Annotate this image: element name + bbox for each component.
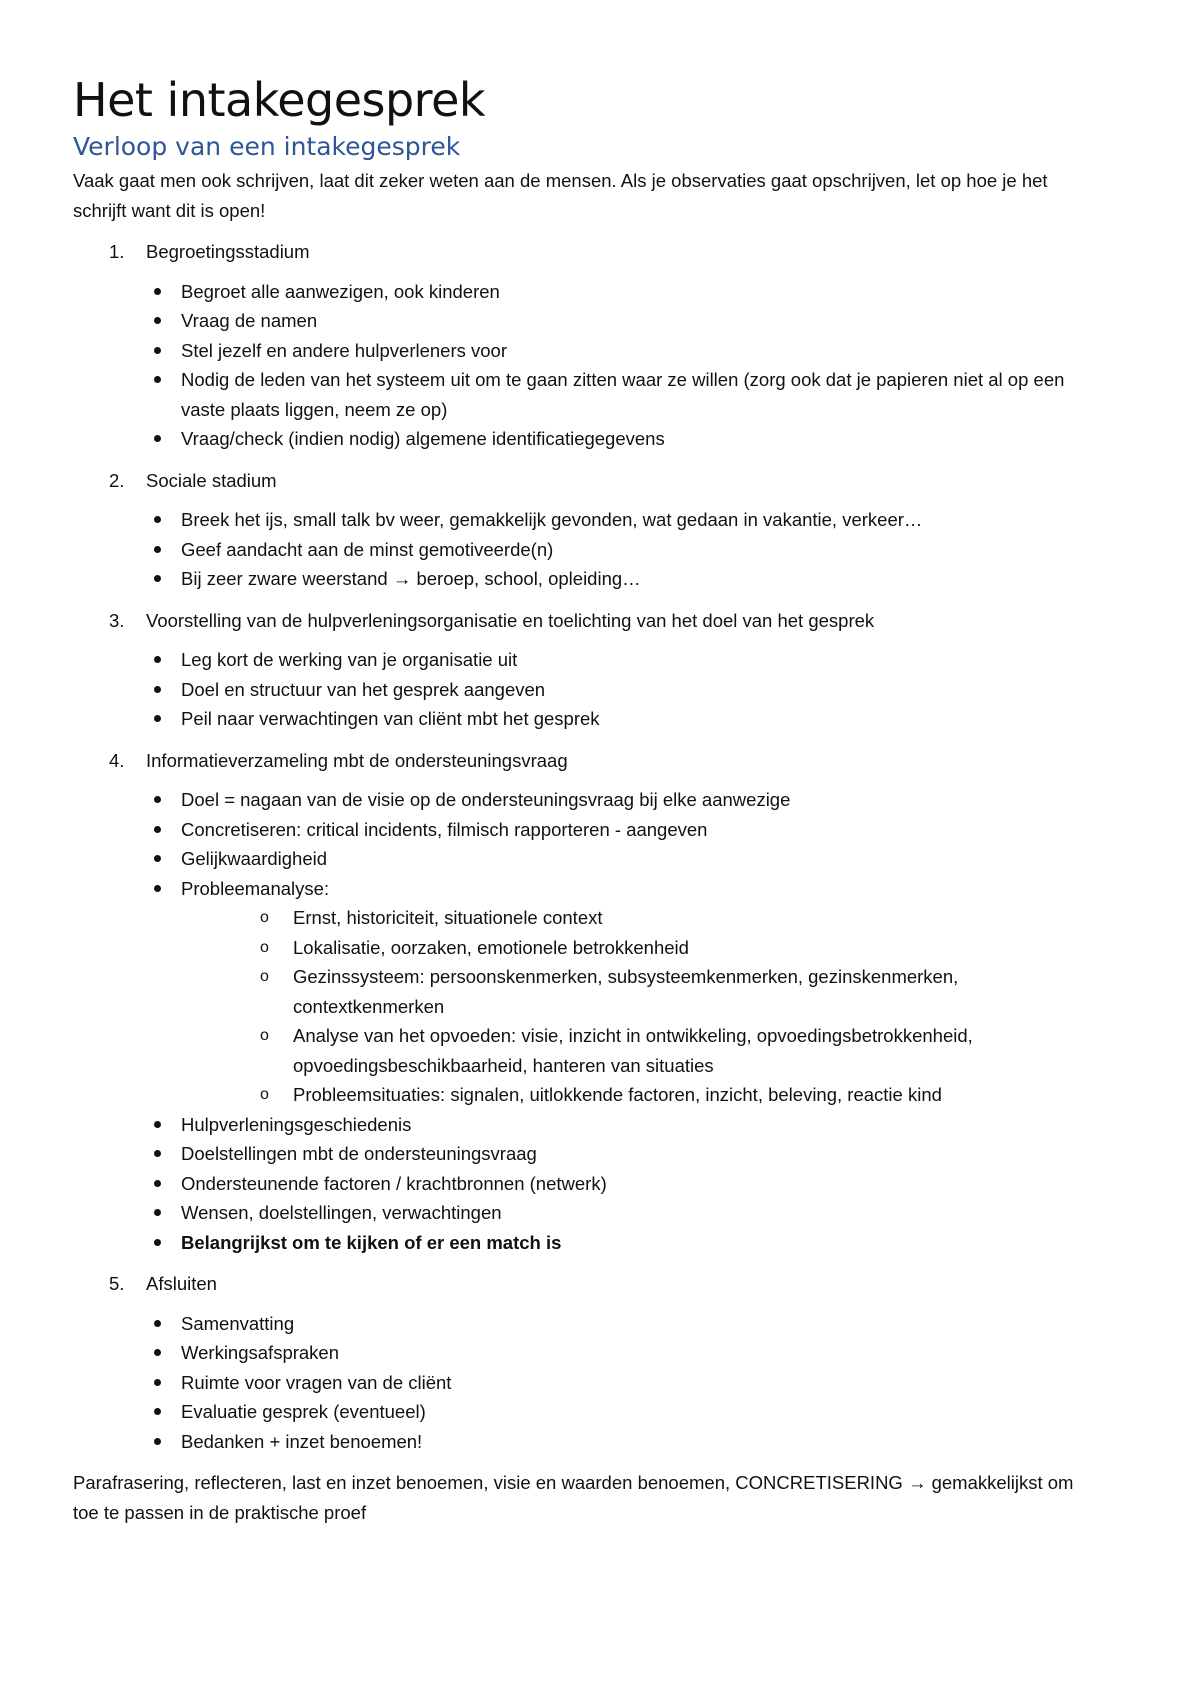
list-item-text: Ruimte voor vragen van de cliënt [181, 1371, 452, 1393]
list-item-text: Doel = nagaan van de visie op de ondersteuningsvraag bij elke aanwezige [181, 789, 791, 810]
sub-list-item-text: Ernst, historiciteit, situationele context [293, 907, 603, 928]
bullet-icon [154, 347, 161, 354]
sub-list-item [73, 962, 1090, 1021]
bullet-icon [154, 1121, 161, 1128]
list-item-text: Hulpverleningsgeschiedenis [181, 1113, 412, 1135]
step-number: 3. [109, 609, 125, 631]
bullet-icon [154, 656, 161, 663]
list-item [73, 1368, 1090, 1398]
list-item [73, 505, 1090, 535]
bullet-icon [154, 715, 161, 722]
bullet-icon [154, 1180, 161, 1187]
bullet-icon [154, 1379, 161, 1386]
bullet-icon [154, 575, 161, 582]
sub-bullet-list [73, 903, 1090, 1110]
list-item-text: Evaluatie gesprek (eventueel) [181, 1401, 426, 1422]
bullet-icon [154, 1320, 161, 1327]
list-item-text-bold: Belangrijkst om te kijken of er een match is [181, 1231, 562, 1253]
list-item [73, 564, 1090, 594]
bullet-list [73, 785, 1090, 903]
list-item [73, 424, 1090, 454]
list-item [73, 645, 1090, 675]
circle-bullet-icon: o [260, 1027, 269, 1044]
step-heading [73, 466, 1090, 496]
bullet-list [73, 1309, 1090, 1457]
list-item-text: Stel jezelf en andere hulpverleners voor [181, 339, 507, 361]
list-item-text: Probleemanalyse: [181, 877, 330, 899]
list-item [73, 306, 1090, 336]
step-heading [73, 1269, 1090, 1299]
list-item [73, 874, 1090, 904]
sub-list-item [73, 903, 1090, 933]
list-item [73, 277, 1090, 307]
list-item-text: Nodig de leden van het systeem uit om te gaan zitten waar ze willen (zorg ook dat je papieren niet al op een vaste plaats liggen, neem ze op) [181, 369, 1065, 420]
sub-list-item-text: Analyse van het opvoeden: visie, inzicht in ontwikkeling, opvoedingsbetrokkenheid, opvoedingsbeschikbaarheid, hanteren van situaties [293, 1025, 973, 1076]
bullet-icon [154, 1239, 161, 1246]
bullet-icon [154, 1150, 161, 1157]
step-4 [73, 746, 1090, 1258]
list-item [73, 1228, 1090, 1258]
list-item-text: Leg kort de werking van je organisatie uit [181, 649, 518, 670]
step-heading [73, 746, 1090, 776]
list-item [73, 1110, 1090, 1140]
list-item [73, 1427, 1090, 1457]
step-number: 2. [109, 469, 125, 491]
list-item-text: Begroet alle aanwezigen, ook kinderen [181, 280, 500, 302]
bullet-list [73, 505, 1090, 594]
list-item-text: Breek het ijs, small talk bv weer, gemakkelijk gevonden, wat gedaan in vakantie, verkeer… [181, 509, 923, 530]
step-title: Afsluiten [146, 1273, 217, 1294]
bullet-icon [154, 546, 161, 553]
step-title: Begroetingsstadium [146, 241, 310, 262]
list-item-text: Werkingsafspraken [181, 1342, 340, 1363]
sub-list-item-text: Gezinssysteem: persoonskenmerken, subsysteemkenmerken, gezinskenmerken, contextkenmerken [293, 966, 959, 1017]
step-number: 5. [109, 1273, 125, 1294]
list-item-text: Vraag de namen [181, 310, 318, 331]
list-item-text: Samenvatting [181, 1312, 295, 1334]
section-heading: Verloop van een intakegesprek [73, 132, 461, 161]
list-item-text: Doel en structuur van het gesprek aangeven [181, 678, 546, 700]
list-item-text: Vraag/check (indien nodig) algemene identificatiegegevens [181, 428, 665, 449]
list-item [73, 1309, 1090, 1339]
step-heading [73, 606, 1090, 636]
bullet-icon [154, 686, 161, 693]
list-item-text: Ondersteunende factoren / krachtbronnen (netwerk) [181, 1172, 607, 1194]
circle-bullet-icon: o [260, 1086, 269, 1103]
list-item [73, 785, 1090, 815]
step-number: 1. [109, 241, 125, 262]
step-1 [73, 237, 1090, 454]
bullet-list [73, 645, 1090, 734]
bullet-icon [154, 435, 161, 442]
sub-list-item [73, 933, 1090, 963]
list-item-text: Bedanken + inzet benoemen! [181, 1430, 423, 1452]
list-item [73, 1338, 1090, 1368]
list-item [73, 365, 1090, 424]
step-5 [73, 1269, 1090, 1456]
list-item-text: Bij zeer zware weerstand → beroep, school, opleiding… [181, 568, 641, 589]
step-3 [73, 606, 1090, 734]
circle-bullet-icon: o [260, 968, 269, 985]
list-item [73, 675, 1090, 705]
list-item [73, 1198, 1090, 1228]
list-item [73, 1169, 1090, 1199]
step-title: Sociale stadium [146, 469, 277, 491]
bullet-list [73, 277, 1090, 454]
circle-bullet-icon: o [260, 938, 269, 956]
bullet-icon [154, 1349, 161, 1356]
list-item [73, 1397, 1090, 1427]
circle-bullet-icon: o [260, 909, 269, 926]
page-title: Het intakegesprek [73, 73, 486, 127]
list-item-text: Wensen, doelstellingen, verwachtingen [181, 1202, 502, 1223]
step-title: Informatieverzameling mbt de ondersteuningsvraag [146, 749, 568, 771]
sub-list-item-text: Probleemsituaties: signalen, uitlokkende factoren, inzicht, beleving, reactie kind [293, 1084, 942, 1105]
bullet-icon [154, 1209, 161, 1216]
step-title: Voorstelling van de hulpverleningsorganisatie en toelichting van het doel van het gesprek [146, 609, 875, 631]
list-item [73, 704, 1090, 734]
list-item-text: Geef aandacht aan de minst gemotiveerde(n) [181, 538, 554, 560]
list-item-text: Gelijkwaardigheid [181, 848, 328, 869]
bullet-icon [154, 376, 161, 383]
step-number: 4. [109, 749, 125, 771]
list-item-text: Concretiseren: critical incidents, filmisch rapporteren - aangeven [181, 818, 708, 840]
bullet-list [73, 1110, 1090, 1258]
step-2 [73, 466, 1090, 594]
list-item [73, 815, 1090, 845]
list-item [73, 535, 1090, 565]
step-heading [73, 237, 1090, 267]
closing-paragraph: Parafrasering, reflecteren, last en inzet benoemen, visie en waarden benoemen, CONCRETISERING → gemakkelijkst om toe te passen in de praktische proef [73, 1472, 1074, 1523]
list-item [73, 336, 1090, 366]
bullet-icon [154, 855, 161, 862]
bullet-icon [154, 317, 161, 324]
bullet-icon [154, 826, 161, 833]
sub-list-item [73, 1080, 1090, 1110]
intro-paragraph: Vaak gaat men ook schrijven, laat dit zeker weten aan de mensen. Als je observaties gaat opschrijven, let op hoe je het schrijft want dit is open! [73, 170, 1048, 221]
bullet-icon [154, 796, 161, 803]
list-item-text: Peil naar verwachtingen van cliënt mbt het gesprek [181, 708, 600, 729]
bullet-icon [154, 516, 161, 523]
sub-list-item-text: Lokalisatie, oorzaken, emotionele betrokkenheid [293, 936, 689, 958]
bullet-icon [154, 288, 161, 295]
list-item [73, 844, 1090, 874]
bullet-icon [154, 1408, 161, 1415]
bullet-icon [154, 1438, 161, 1445]
list-item [73, 1139, 1090, 1169]
bullet-icon [154, 885, 161, 892]
sub-list-item [73, 1021, 1090, 1080]
list-item-text: Doelstellingen mbt de ondersteuningsvraag [181, 1143, 537, 1164]
